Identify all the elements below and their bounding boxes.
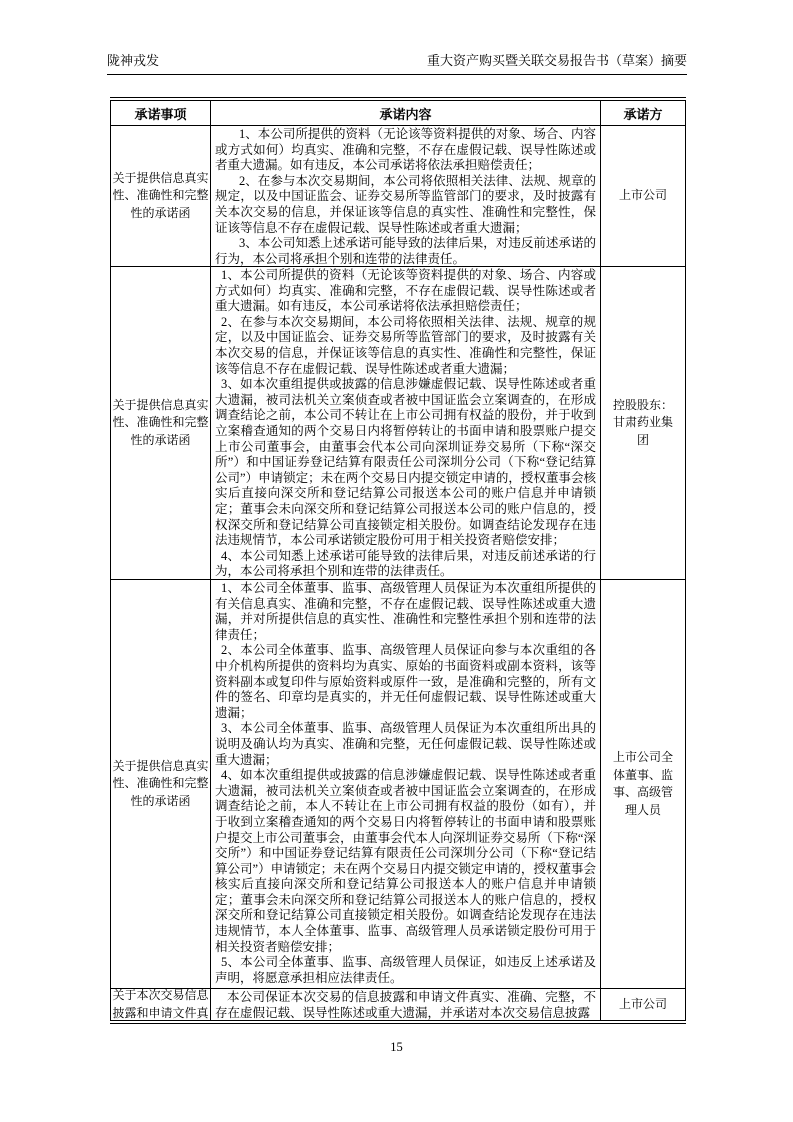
column-header-party: 承诺方: [601, 99, 686, 126]
commitment-item-cell: [111, 989, 211, 1023]
commitment-paragraph: 3、本公司全体董事、监事、高级管理人员保证为本次重组所出具的说明及确认均为真实、准确和完整，无任何虚假记载、误导性陈述或重大遗漏；: [215, 721, 596, 767]
page-number: 15: [390, 1040, 403, 1054]
commitment-item-cell: [111, 267, 211, 580]
commitment-item-cell: [111, 580, 211, 989]
table-row: [111, 989, 686, 1023]
commitment-item-text: 关于提供信息真实性、准确性和完整性的承诺函: [112, 170, 209, 220]
commitment-party-cell: [601, 267, 686, 580]
table-row: [111, 580, 686, 989]
commitment-content-cell: [211, 267, 601, 580]
commitment-party-text: 上市公司全体董事、监事、高级管理人员: [612, 750, 673, 817]
table-row: [111, 267, 686, 580]
document-footer: [0, 1040, 793, 1055]
commitment-party-text: 控股股东：甘肃药业集团: [612, 397, 673, 447]
commitment-paragraph: 3、本公司知悉上述承诺可能导致的法律后果，对违反前述承诺的行为，本公司将承担个别和连带的法律责任。: [215, 236, 596, 266]
commitment-item-text: 关于本次交易信息披露和申请文件真: [112, 989, 209, 1020]
document-header: [107, 50, 687, 75]
commitment-item-text: 关于提供信息真实性、准确性和完整性的承诺函: [112, 758, 209, 808]
column-header-item: 承诺事项: [111, 99, 211, 126]
commitment-paragraph: 2、在参与本次交易期间，本公司将依照相关法律、法规、规章的规定，以及中国证监会、证券交易所等监管部门的要求，及时披露有关本次交易的信息，并保证该等信息的真实性、准确性和完整性，保证该等信息不存在虚假记载、误导性陈述或者重大遗漏；: [215, 173, 596, 235]
commitment-content-cell: [211, 580, 601, 989]
commitment-paragraph: 1、本公司所提供的资料（无论该等资料提供的对象、场合、内容或方式如何）均真实、准确和完整，不存在虚假记载、误导性陈述或者重大遗漏。如有违反，本公司承诺将依法承担赔偿责任；: [215, 268, 596, 314]
commitment-paragraph: 2、本公司全体董事、监事、高级管理人员保证向参与本次重组的各中介机构所提供的资料均为真实、原始的书面资料或副本资料，该等资料副本或复印件与原始资料或原件一致，是准确和完整的，所有文件的签名、印章均是真实的，并无任何虚假记载、误导性陈述或重大遗漏；: [215, 643, 596, 720]
commitment-paragraph: 1、本公司所提供的资料（无论该等资料提供的对象、场合、内容或方式如何）均真实、准确和完整，不存在虚假记载、误导性陈述或者重大遗漏。如有违反，本公司承诺将依法承担赔偿责任；: [215, 127, 596, 173]
commitment-paragraph: 3、如本次重组提供或披露的信息涉嫌虚假记载、误导性陈述或者重大遗漏，被司法机关立案侦查或者被中国证监会立案调查的，在形成调查结论之前，本公司不转让在上市公司拥有权益的股份，并于收到立案稽查通知的两个交易日内将暂停转让的书面申请和股票账户提交上市公司董事会，由董事会代本公司向深圳证券交易所（下称“深交所”）和中国证券登记结算有限责任公司深圳分公司（下称“登记结算公司”）申请锁定；未在两个交易日内提交锁定申请的，授权董事会核实后直接向深交所和登记结算公司报送本公司的账户信息并申请锁定；董事会未向深交所和登记结算公司报送本公司的账户信息的，授权深交所和登记结算公司直接锁定相关股份。如调查结论发现存在违法违规情节，本公司承诺锁定股份可用于相关投资者赔偿安排；: [215, 377, 596, 548]
commitment-content-cell: [211, 126, 601, 267]
commitment-paragraph: 2、在参与本次交易期间，本公司将依照相关法律、法规、规章的规定，以及中国证监会、证券交易所等监管部门的要求，及时披露有关本次交易的信息，并保证该等信息的真实性、准确性和完整性，保证该等信息不存在虚假记载、误导性陈述或者重大遗漏；: [215, 314, 596, 376]
commitment-paragraph: 5、本公司全体董事、监事、高级管理人员保证，如违反上述承诺及声明，将愿意承担相应法律责任。: [215, 955, 596, 985]
commitment-paragraph: 1、本公司全体董事、监事、高级管理人员保证为本次重组所提供的有关信息真实、准确和完整，不存在虚假记载、误导性陈述或重大遗漏，并对所提供信息的真实性、准确性和完整性承担个别和连带的法律责任；: [215, 581, 596, 642]
header-right-text: 重大资产购买暨关联交易报告书（草案）摘要: [426, 53, 687, 68]
table-header-row: [111, 99, 686, 126]
table-row: [111, 126, 686, 267]
commitment-party-cell: [601, 580, 686, 989]
commitment-item-cell: [111, 126, 211, 267]
commitments-table: [110, 97, 686, 1024]
commitment-item-text: 关于提供信息真实性、准确性和完整性的承诺函: [112, 397, 209, 447]
commitment-paragraph: 4、本公司知悉上述承诺可能导致的法律后果，对违反前述承诺的行为，本公司将承担个别和连带的法律责任。: [215, 548, 596, 579]
commitment-party-cell: [601, 989, 686, 1023]
column-header-content: 承诺内容: [211, 99, 601, 126]
commitment-content-cell: [211, 989, 601, 1023]
commitment-paragraph: 本公司保证本次交易的信息披露和申请文件真实、准确、完整，不存在虚假记载、误导性陈述或重大遗漏，并承诺对本次交易信息披露: [215, 990, 596, 1020]
commitment-party-text: 上市公司: [618, 188, 667, 203]
commitment-party-cell: [601, 126, 686, 267]
commitment-party-text: 上市公司: [618, 996, 667, 1011]
commitment-paragraph: 4、如本次重组提供或披露的信息涉嫌虚假记载、误导性陈述或者重大遗漏，被司法机关立案侦查或者被中国证监会立案调查的，在形成调查结论之前，本人不转让在上市公司拥有权益的股份（如有），并于收到立案稽查通知的两个交易日内将暂停转让的书面申请和股票账户提交上市公司董事会，由董事会代本人向深圳证券交易所（下称“深交所”）和中国证券登记结算有限责任公司深圳分公司（下称“登记结算公司”）申请锁定；未在两个交易日内提交锁定申请的，授权董事会核实后直接向深交所和登记结算公司报送本人的账户信息并申请锁定；董事会未向深交所和登记结算公司报送本人的账户信息的，授权深交所和登记结算公司直接锁定相关股份。如调查结论发现存在违法违规情节，本人全体董事、监事、高级管理人员承诺锁定股份可用于相关投资者赔偿安排；: [215, 768, 596, 954]
header-left-text: 陇神戎发: [107, 53, 160, 68]
